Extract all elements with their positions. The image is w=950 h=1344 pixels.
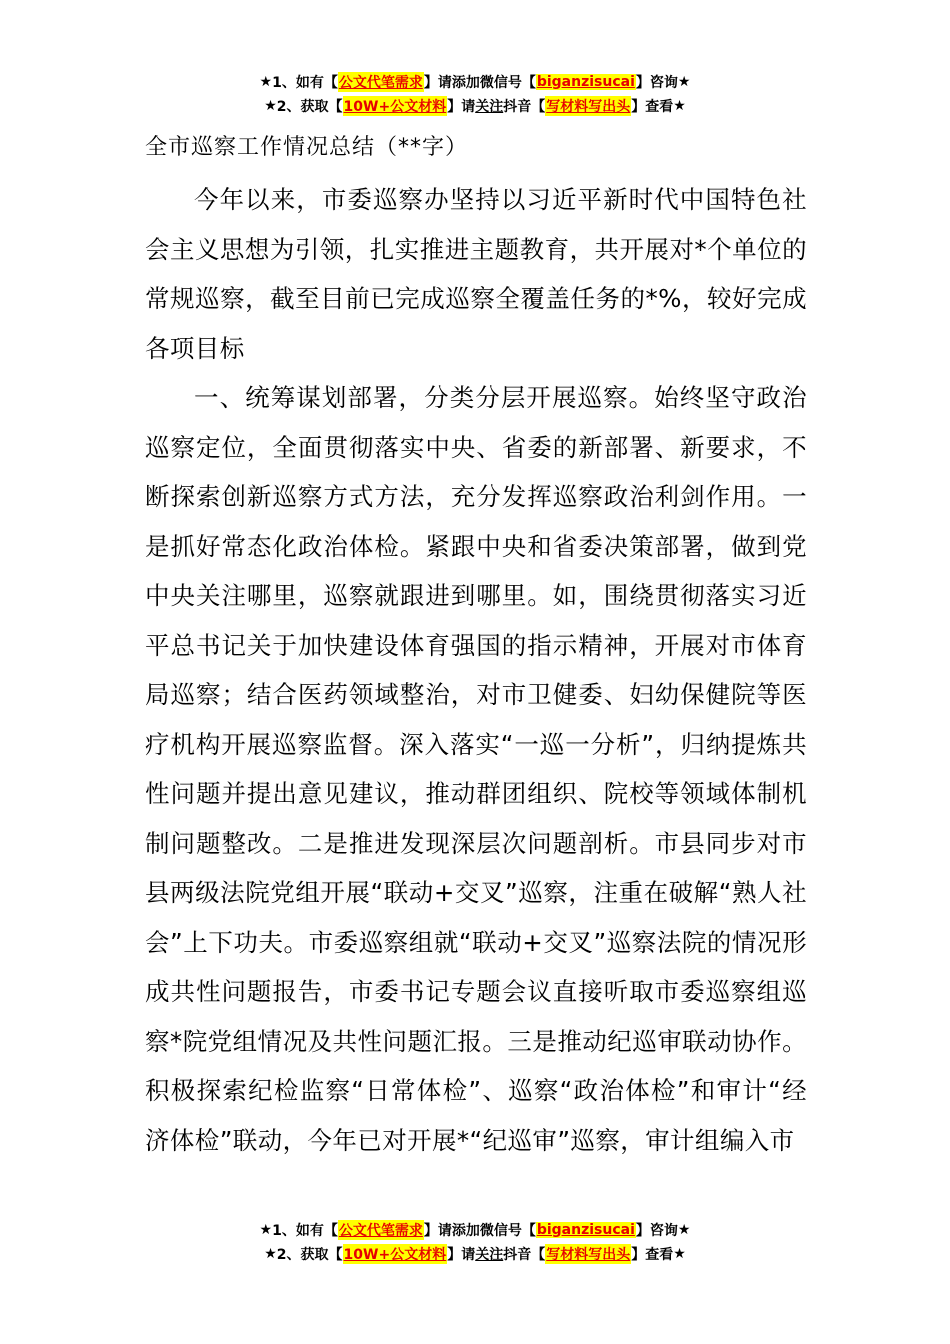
promo-text: 2、获取【 <box>276 99 343 115</box>
star-icon: ★ <box>259 74 273 90</box>
promo-banner-top <box>0 70 950 118</box>
promo-text: 1、如有【 <box>272 1223 338 1239</box>
promo-text: 】请 <box>447 99 476 115</box>
paragraph-section-1: 一、统筹谋划部署，分类分层开展巡察。始终坚守政治巡察定位，全面贯彻落实中央、省委的新部署、新要求，不断探索创新巡察方式方法，充分发挥巡察政治利剑作用。一是抓好常态化政治体检。紧跟中央和省委决策部署，做到党中央关注哪里，巡察就跟进到哪里。如，围绕贯彻落实习近平总书记关于加快建设体育强国的指示精神，开展对市体育局巡察；结合医药领域整治，对市卫健委、妇幼保健院等医疗机构开展巡察监督。深入落实“一巡一分析”，归纳提炼共性问题并提出意见建议，推动群团组织、院校等领域体制机制问题整改。二是推进发现深层次问题剖析。市县同步对市县两级法院党组开展“联动+交叉”巡察，注重在破解“熟人社会”上下功夫。市委巡察组就“联动+交叉”巡察法院的情况形成共性问题报告，市委书记专题会议直接听取市委巡察组巡察*院党组情况及共性问题汇报。三是推动纪巡审联动协作。积极探索纪检监察“日常体检”、巡察“政治体检”和审计“经济体检”联动，今年已对开展*“纪巡审”巡察，审计组编入市 <box>145 383 807 1155</box>
promo-highlight: 写材料写出头 <box>545 1244 631 1264</box>
promo-text: 抖音【 <box>503 99 546 115</box>
promo-banner-bottom <box>0 1218 950 1266</box>
promo-highlight: 10W+公文材料 <box>343 1244 448 1264</box>
promo-text: 】咨询 <box>635 75 678 91</box>
promo-highlight: 写材料写出头 <box>545 96 631 116</box>
promo-line-2 <box>0 94 950 118</box>
wechat-id-highlight: biganzisucai <box>536 1222 635 1238</box>
wechat-id-highlight: biganzisucai <box>536 74 635 90</box>
promo-text: 】请添加微信号【 <box>423 75 536 91</box>
document-body <box>145 175 807 1165</box>
star-icon: ★ <box>677 1222 691 1238</box>
promo-line-1 <box>0 70 950 94</box>
promo-line-2 <box>0 1242 950 1266</box>
promo-underlined: 关注 <box>475 99 504 115</box>
promo-text: 】查看 <box>631 99 674 115</box>
promo-line-1 <box>0 1218 950 1242</box>
star-icon: ★ <box>673 98 686 114</box>
promo-highlight: 公文代笔需求 <box>338 72 424 92</box>
promo-highlight: 公文代笔需求 <box>338 1220 424 1240</box>
promo-text: 】请添加微信号【 <box>423 1223 536 1239</box>
star-icon: ★ <box>264 98 277 114</box>
document-title: 全市巡察工作情况总结（**字） <box>145 135 469 160</box>
star-icon: ★ <box>259 1222 273 1238</box>
promo-text: 】咨询 <box>635 1223 678 1239</box>
star-icon: ★ <box>264 1246 277 1262</box>
promo-text: 1、如有【 <box>272 75 338 91</box>
paragraph-intro: 今年以来，市委巡察办坚持以习近平新时代中国特色社会主义思想为引领，扎实推进主题教育，共开展对*个单位的常规巡察，截至目前已完成巡察全覆盖任务的*%，较好完成各项目标 <box>145 185 807 363</box>
promo-text: 2、获取【 <box>276 1247 343 1263</box>
star-icon: ★ <box>673 1246 686 1262</box>
promo-text: 抖音【 <box>503 1247 546 1263</box>
promo-text: 】查看 <box>631 1247 674 1263</box>
promo-text: 】请 <box>447 1247 476 1263</box>
star-icon: ★ <box>677 74 691 90</box>
promo-underlined: 关注 <box>475 1247 504 1263</box>
promo-highlight: 10W+公文材料 <box>343 96 448 116</box>
